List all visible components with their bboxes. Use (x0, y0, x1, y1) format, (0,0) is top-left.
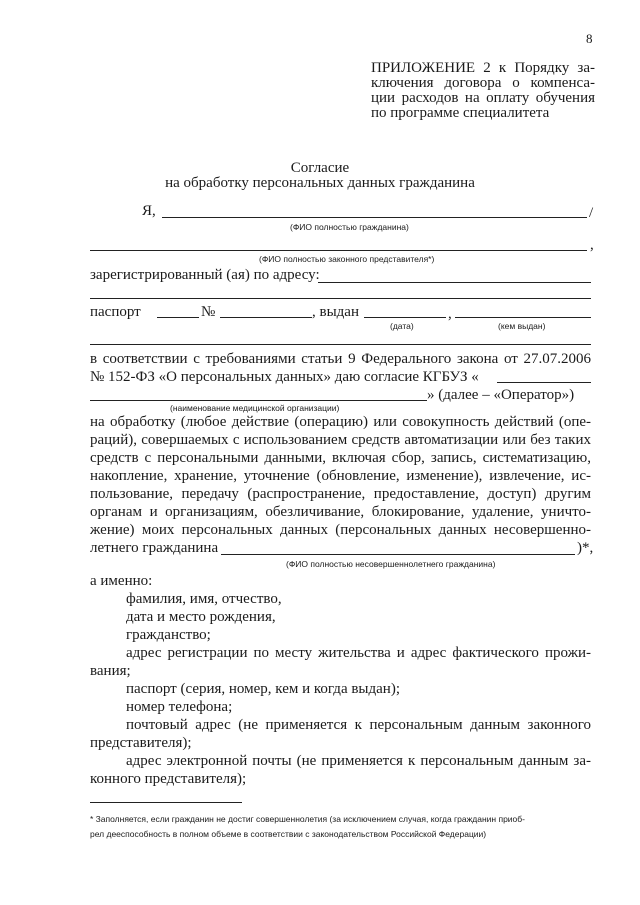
list-item: паспорт (серия, номер, кем и когда выдан); (126, 681, 400, 697)
registered-label: зарегистрированный (ая) по адресу: (90, 267, 320, 283)
org-name-line-1[interactable] (497, 382, 591, 383)
rep-comma: , (590, 237, 594, 253)
fio-citizen-caption: (ФИО полностью гражданина) (290, 222, 409, 232)
fio-minor-caption: (ФИО полностью несовершеннолетнего гражданина) (286, 559, 496, 569)
issued-by-caption: (кем выдан) (498, 321, 546, 331)
appendix-line-3: ции расходов на оплату обучения (371, 90, 595, 106)
consent-body-line: раций), совершаемых с использованием средств автоматизации или без таких (90, 432, 591, 448)
slash-mark: / (589, 205, 594, 221)
fio-rep-caption: (ФИО полностью законного представителя*) (259, 254, 435, 264)
fio-rep-line[interactable] (90, 250, 587, 251)
minor-prefix: летнего гражданина (90, 540, 219, 556)
list-item: гражданство; (126, 627, 211, 643)
list-item: почтовый адрес (не применяется к персональным данным законного (126, 717, 591, 733)
passport-label: паспорт (90, 304, 141, 320)
list-item-continuation: конного представителя); (90, 771, 247, 787)
consent-body-line: жение) моих персональных данных (персональных данных несовершенно- (90, 522, 591, 538)
consent-body-line: пользование, передачу (распространение, предоставление, доступ) другим (90, 486, 591, 502)
consent-line-2: № 152-ФЗ «О персональных данных» даю согласие КГБУЗ « (90, 369, 479, 385)
org-name-line-2[interactable] (90, 400, 427, 401)
fio-citizen-line[interactable] (162, 217, 587, 218)
consent-line-1: в соответствии с требованиями статьи 9 Федерального закона от 27.07.2006 (90, 351, 591, 367)
address-line-1[interactable] (318, 282, 591, 283)
list-item: адрес регистрации по месту жительства и адрес фактического прожи- (126, 645, 591, 661)
appendix-line-2: ключения договора о компенса- (371, 75, 595, 91)
passport-number-line[interactable] (220, 317, 312, 318)
appendix-line-4: по программе специалитета (371, 105, 550, 121)
list-item: фамилия, имя, отчество, (126, 591, 282, 607)
org-caption: (наименование медицинской организации) (170, 403, 340, 413)
ya-label: Я, (142, 203, 156, 219)
passport-comma: , (448, 306, 452, 322)
issued-by-line[interactable] (455, 317, 591, 318)
consent-body-line: накопление, хранение, уточнение (обновление, изменение), извлечение, ис- (90, 468, 591, 484)
list-item-continuation: вания; (90, 663, 131, 679)
minor-suffix: )*, (577, 540, 594, 556)
issued-label: , выдан (312, 304, 359, 320)
consent-line-3-suffix: » (далее – «Оператор») (427, 387, 575, 403)
issue-date-line[interactable] (364, 317, 446, 318)
number-sign: № (201, 304, 216, 320)
passport-series-line[interactable] (157, 317, 199, 318)
issued-by-line-2[interactable] (90, 344, 591, 345)
list-item: номер телефона; (126, 699, 233, 715)
footnote-divider (90, 802, 242, 803)
consent-body-line: на обработку (любое действие (операцию) или совокупность действий (опе- (90, 414, 591, 430)
consent-body-line: средств с персональными данными, включая сбор, запись, систематизацию, (90, 450, 591, 466)
list-intro: а именно: (90, 573, 153, 589)
footnote-line-2: рел дееспособность в полном объеме в соответствии с законодательством Российской Федерации) (90, 829, 487, 839)
list-item: дата и место рождения, (126, 609, 276, 625)
list-item: адрес электронной почты (не применяется к персональным данным за- (126, 753, 591, 769)
document-subtitle: на обработку персональных данных гражданина (165, 175, 475, 191)
date-caption: (дата) (390, 321, 414, 331)
footnote-line-1: * Заполняется, если гражданин не достиг совершеннолетия (за исключением случая, когда гражданин приоб- (90, 814, 525, 824)
fio-minor-line[interactable] (221, 554, 575, 555)
page-number: 8 (586, 31, 593, 46)
list-item-continuation: представителя); (90, 735, 192, 751)
consent-body-line: органам и организациям, обезличивание, блокирование, удаление, уничто- (90, 504, 591, 520)
appendix-line-1: ПРИЛОЖЕНИЕ 2 к Порядку за- (371, 60, 595, 76)
document-title: Согласие (290, 160, 350, 176)
address-line-2[interactable] (90, 298, 591, 299)
